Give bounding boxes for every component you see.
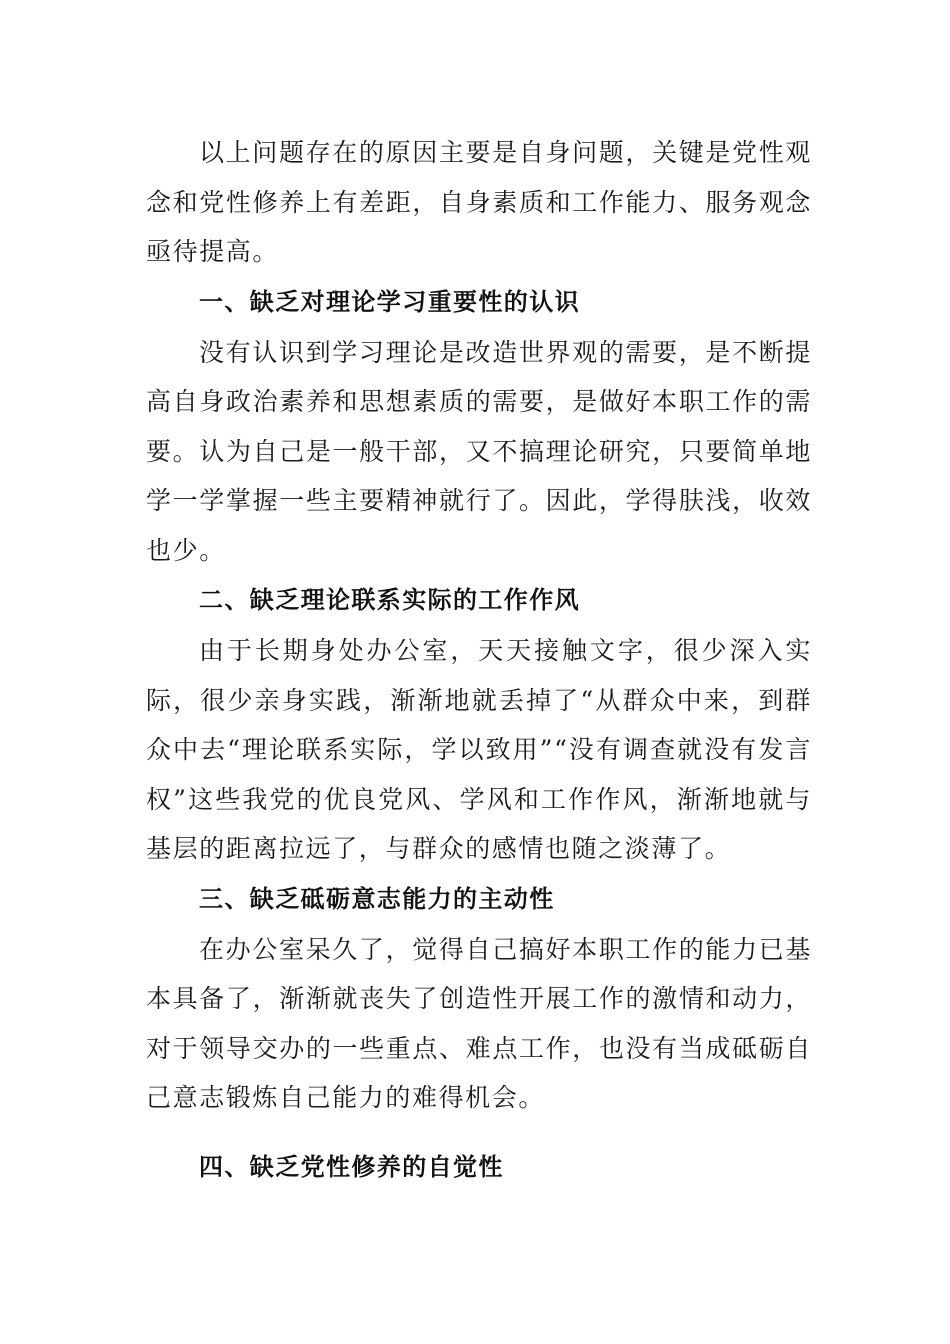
section-heading-2: 二、缺乏理论联系实际的工作作风 bbox=[199, 586, 580, 614]
document-page bbox=[146, 128, 812, 1193]
section-body-3: 在办公室呆久了，觉得自己搞好本职工作的能力已基本具备了，渐渐就丧失了创造性开展工作的激情和动力，对于领导交办的一些重点、难点工作，也没有当成砥砺自己意志锻炼自己能力的难得机会。 bbox=[146, 934, 812, 1112]
section-heading-1: 一、缺乏对理论学习重要性的认识 bbox=[199, 287, 580, 316]
intro-paragraph: 以上问题存在的原因主要是自身问题，关键是党性观念和党性修养上有差距，自身素质和工作能力、服务观念亟待提高。 bbox=[146, 138, 812, 266]
section-body-1: 没有认识到学习理论是改造世界观的需要，是不断提高自身政治素养和思想素质的需要，是做好本职工作的需要。认为自己是一般干部，又不搞理论研究，只要简单地学一学掌握一些主要精神就行了。因此，学得肤浅，收效也少。 bbox=[146, 337, 812, 565]
section-body-2: 由于长期身处办公室，天天接触文字，很少深入实际，很少亲身实践，渐渐地就丢掉了“从群众中来，到群众中去“理论联系实际，学以致用”“没有调查就没有发言权”这些我党的优良党风、学风和工作作风，渐渐地就与基层的距离拉远了，与群众的感情也随之淡薄了。 bbox=[146, 636, 812, 863]
section-heading-3: 三、缺乏砥砺意志能力的主动性 bbox=[199, 884, 555, 913]
section-heading-4: 四、缺乏党性修养的自觉性 bbox=[199, 1152, 504, 1181]
